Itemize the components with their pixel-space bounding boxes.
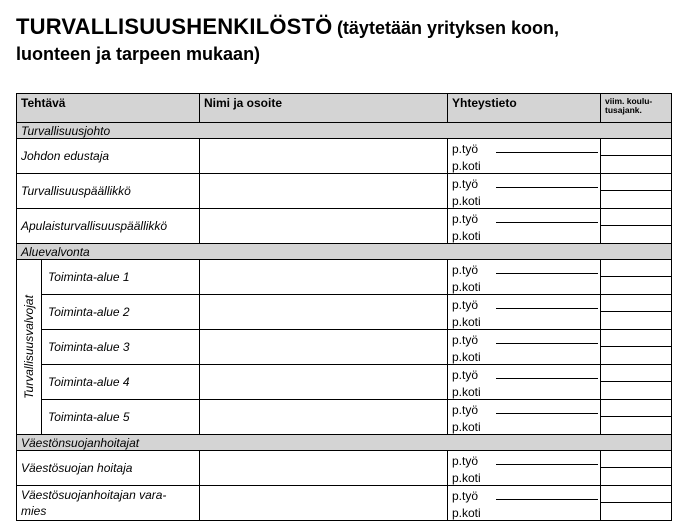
work-phone-label: p.työ <box>452 177 479 191</box>
row-label: Toiminta-alue 1 <box>42 260 200 295</box>
work-phone-label: p.työ <box>452 403 479 417</box>
personnel-table <box>16 93 672 521</box>
header-training <box>601 94 672 123</box>
work-phone-label: p.työ <box>452 333 479 347</box>
name-cell[interactable] <box>200 209 448 244</box>
contact-cell[interactable] <box>448 330 601 365</box>
training-cell[interactable] <box>601 174 672 209</box>
contact-cell[interactable] <box>448 295 601 330</box>
work-phone-label: p.työ <box>452 142 479 156</box>
work-phone-label: p.työ <box>452 263 479 277</box>
row-label-line2: mies <box>21 504 47 518</box>
row-label: Turvallisuuspäällikkö <box>17 174 200 209</box>
contact-cell[interactable] <box>448 365 601 400</box>
row-label: Väestösuojan hoitaja <box>17 451 200 486</box>
table-row <box>17 486 672 521</box>
table-row <box>17 209 672 244</box>
contact-cell[interactable] <box>448 139 601 174</box>
name-cell[interactable] <box>200 330 448 365</box>
work-phone-label: p.työ <box>452 454 479 468</box>
name-cell[interactable] <box>200 486 448 521</box>
row-label: Toiminta-alue 3 <box>42 330 200 365</box>
name-cell[interactable] <box>200 174 448 209</box>
section-shelter <box>17 435 672 451</box>
contact-cell[interactable] <box>448 400 601 435</box>
training-cell[interactable] <box>601 209 672 244</box>
training-cell[interactable] <box>601 451 672 486</box>
section-management <box>17 123 672 139</box>
name-cell[interactable] <box>200 451 448 486</box>
training-cell[interactable] <box>601 400 672 435</box>
work-phone-label: p.työ <box>452 489 479 503</box>
row-label: Toiminta-alue 2 <box>42 295 200 330</box>
home-phone-label: p.koti <box>452 506 481 520</box>
header-training-line1: viim. koulu- <box>605 96 653 106</box>
contact-cell[interactable] <box>448 451 601 486</box>
row-label-line1: Väestösuojanhoitajan vara- <box>21 488 167 502</box>
table-row <box>17 451 672 486</box>
row-label: Johdon edustaja <box>17 139 200 174</box>
table-row <box>17 295 672 330</box>
home-phone-label: p.koti <box>452 385 481 399</box>
contact-cell[interactable] <box>448 486 601 521</box>
work-phone-label: p.työ <box>452 368 479 382</box>
header-name: Nimi ja osoite <box>200 94 448 123</box>
home-phone-label: p.koti <box>452 350 481 364</box>
contact-cell[interactable] <box>448 174 601 209</box>
section-shelter-label: Väestönsuojanhoitajat <box>17 435 672 451</box>
training-cell[interactable] <box>601 139 672 174</box>
table-header-row <box>17 94 672 123</box>
page-title <box>16 14 676 67</box>
training-cell[interactable] <box>601 486 672 521</box>
title-sub-second: luonteen ja tarpeen mukaan) <box>16 44 261 64</box>
table-row <box>17 174 672 209</box>
home-phone-label: p.koti <box>452 420 481 434</box>
row-label: Apulaisturvallisuuspäällikkö <box>17 209 200 244</box>
name-cell[interactable] <box>200 365 448 400</box>
section-management-label: Turvallisuusjohto <box>17 123 672 139</box>
name-cell[interactable] <box>200 260 448 295</box>
home-phone-label: p.koti <box>452 315 481 329</box>
header-training-line2: tusajank. <box>605 105 642 115</box>
name-cell[interactable] <box>200 139 448 174</box>
section-area-label: Aluevalvonta <box>17 244 672 260</box>
title-sub-first: (täytetään yrityksen koon, <box>336 18 560 38</box>
home-phone-label: p.koti <box>452 194 481 208</box>
table-row <box>17 139 672 174</box>
home-phone-label: p.koti <box>452 471 481 485</box>
training-cell[interactable] <box>601 260 672 295</box>
section-area <box>17 244 672 260</box>
name-cell[interactable] <box>200 295 448 330</box>
header-contact: Yhteystieto <box>448 94 601 123</box>
table-row <box>17 260 672 295</box>
work-phone-label: p.työ <box>452 212 479 226</box>
contact-cell[interactable] <box>448 209 601 244</box>
title-main: TURVALLISUUSHENKILÖSTÖ <box>16 14 333 39</box>
training-cell[interactable] <box>601 330 672 365</box>
row-label: Toiminta-alue 5 <box>42 400 200 435</box>
table-row <box>17 400 672 435</box>
training-cell[interactable] <box>601 365 672 400</box>
name-cell[interactable] <box>200 400 448 435</box>
header-task: Tehtävä <box>17 94 200 123</box>
home-phone-label: p.koti <box>452 229 481 243</box>
work-phone-label: p.työ <box>452 298 479 312</box>
row-label: Toiminta-alue 4 <box>42 365 200 400</box>
training-cell[interactable] <box>601 295 672 330</box>
table-row <box>17 330 672 365</box>
home-phone-label: p.koti <box>452 280 481 294</box>
home-phone-label: p.koti <box>452 159 481 173</box>
contact-cell[interactable] <box>448 260 601 295</box>
guards-label-text: Turvallisuusvalvojat <box>22 295 36 399</box>
guards-vertical-label <box>17 260 42 435</box>
table-row <box>17 365 672 400</box>
row-label <box>17 486 200 521</box>
